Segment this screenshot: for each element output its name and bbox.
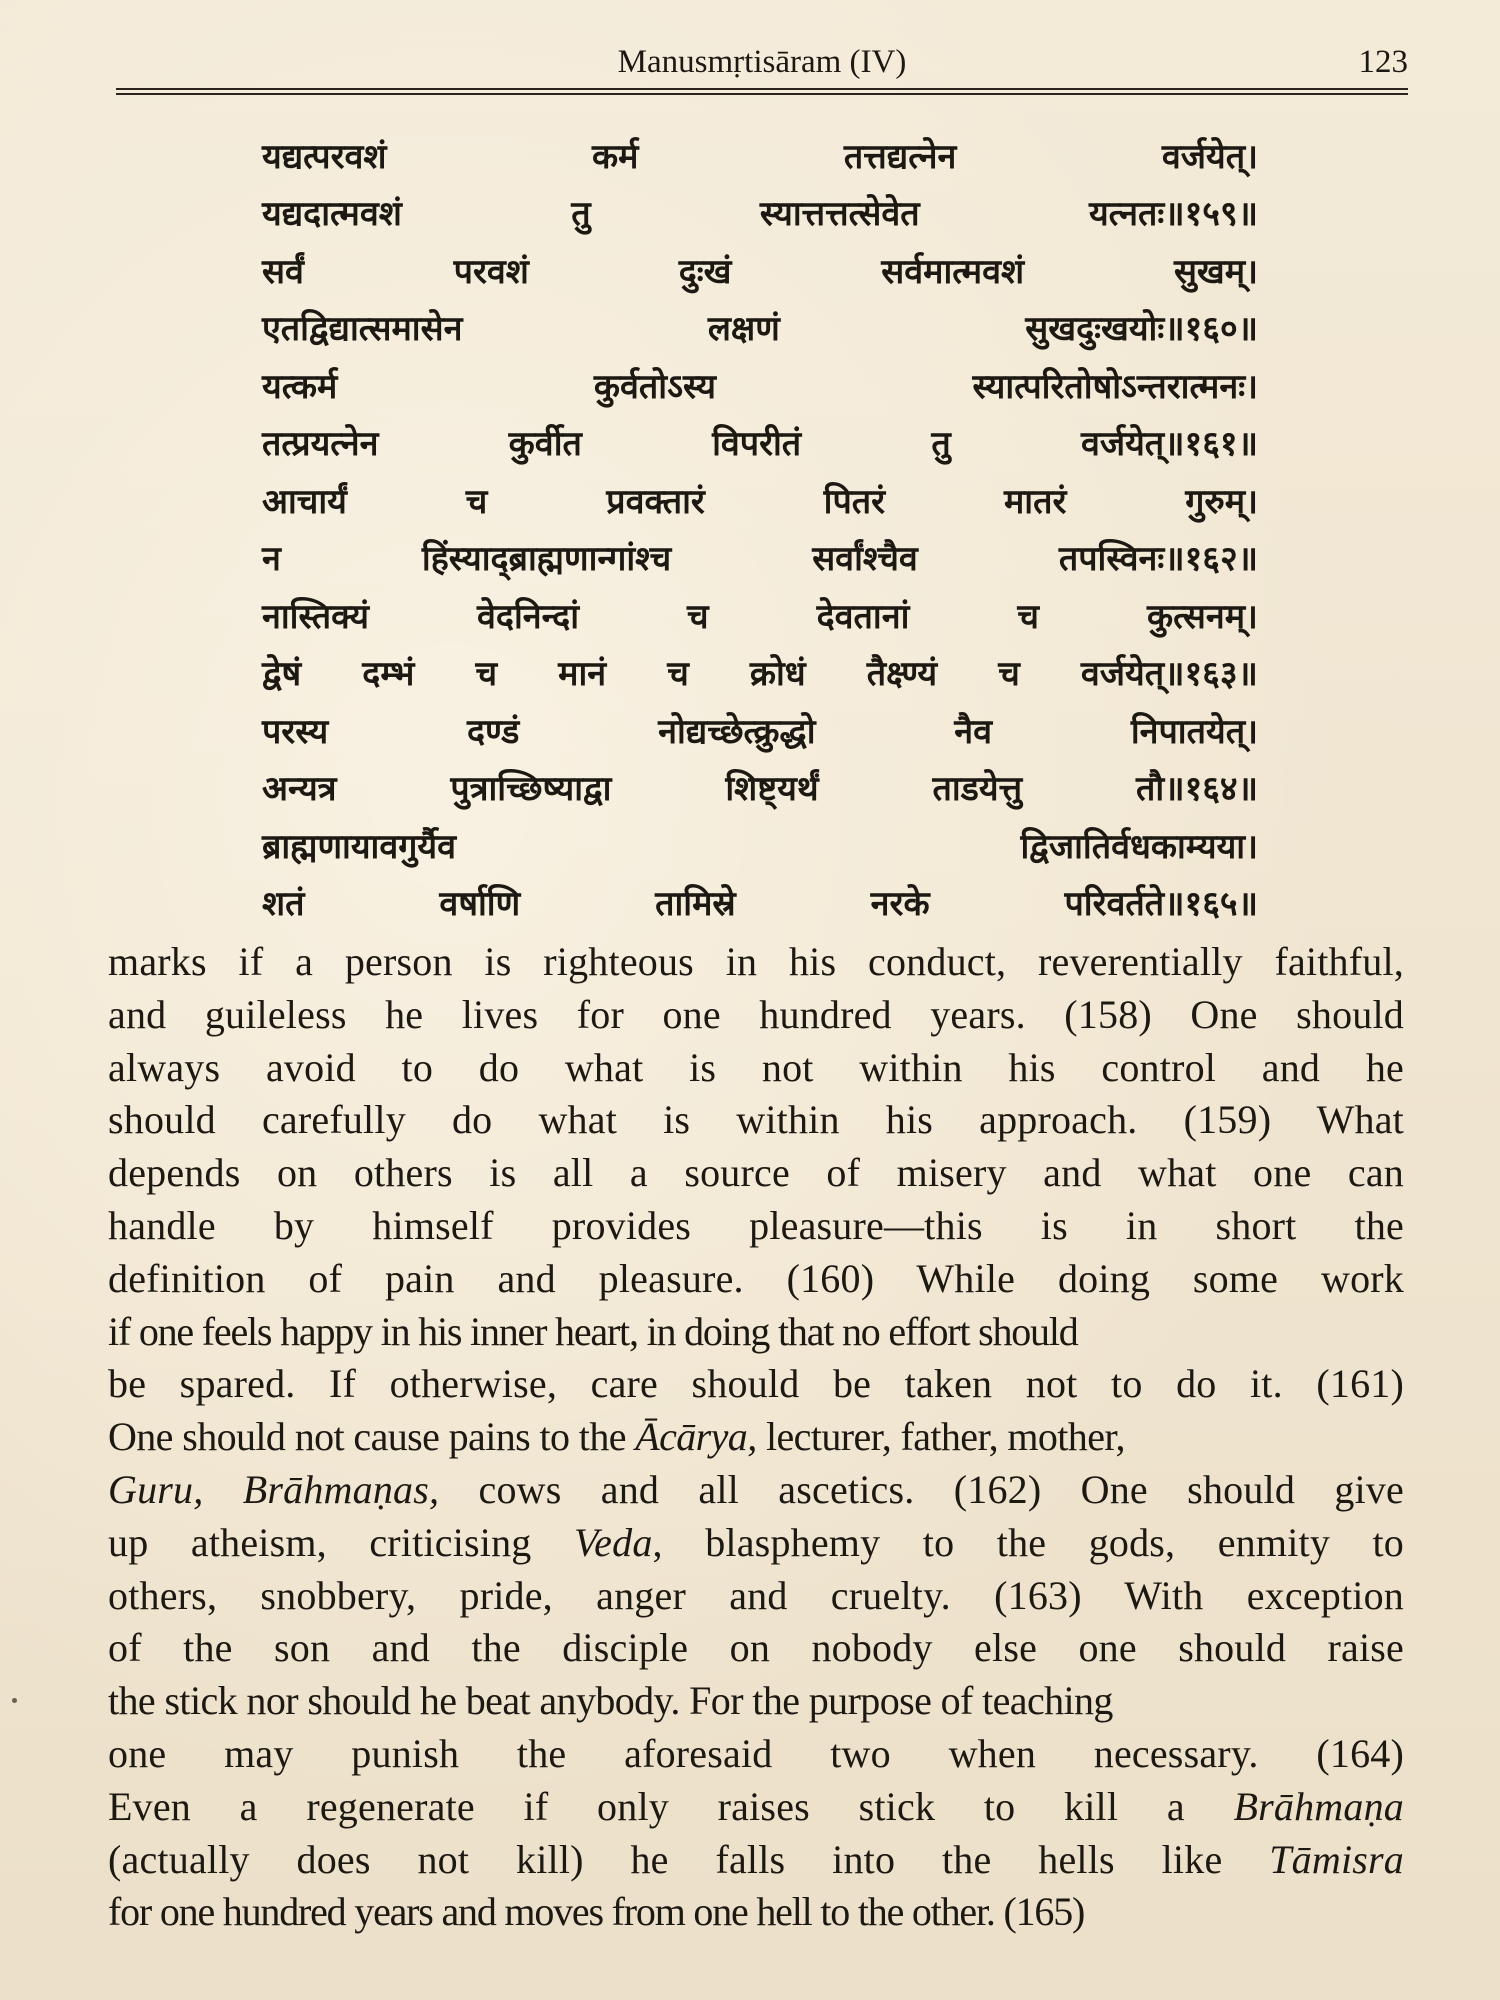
translation-text: One should not cause pains to the — [108, 1414, 636, 1460]
verse-word: आचार्यं — [262, 481, 347, 522]
verse-word: दम्भं — [362, 654, 415, 695]
translation-text: always avoid to do what is not within his control and he — [108, 1044, 1404, 1090]
verse-word: दुःखं — [678, 251, 732, 292]
translation-line — [108, 1147, 1404, 1200]
verse-word: नोद्यच्छेत्क्रुद्धो — [658, 711, 816, 752]
translation-text: Even a regenerate if only raises stick to kill a — [108, 1783, 1234, 1829]
verse-word: हिंस्याद्ब्राह्मणान्गांश्च — [421, 539, 672, 580]
translation-italic: Ācārya, — [635, 1414, 757, 1460]
verse-word: पुत्राच्छिष्याद्वा — [450, 769, 612, 810]
verse-word: कुत्सनम्। — [1147, 596, 1258, 637]
verse-word: तैक्ष्ण्यं — [866, 654, 938, 695]
translation-line — [108, 1200, 1404, 1253]
verse-word: प्रवक्तारं — [606, 481, 705, 522]
verse-word: न — [262, 539, 281, 580]
verse-word: च — [667, 654, 689, 695]
translation-text: (actually does not kill) he falls into the hells like — [108, 1836, 1270, 1882]
translation-line — [108, 1675, 1404, 1728]
verse-line — [262, 471, 1258, 529]
translation-text: depends on others is all a source of misery and what one can — [108, 1150, 1404, 1196]
verse-line — [262, 241, 1258, 299]
margin-speck — [12, 1698, 17, 1703]
running-title: Manusmṛtisāram (IV) — [617, 44, 907, 80]
verse-word: गुरुम्। — [1185, 481, 1258, 522]
verse-word: शिष्ट्यर्थं — [725, 769, 819, 810]
translation-line — [108, 1570, 1404, 1623]
translation-text: for one hundred years and moves from one hell to the other. (165) — [108, 1889, 1085, 1935]
verse-word: कुर्वीत — [508, 424, 582, 465]
translation-line — [108, 1728, 1404, 1781]
verse-word: स्यात्परितोषोऽन्तरात्मनः। — [972, 366, 1258, 407]
verse-word: शतं — [262, 884, 305, 925]
sanskrit-verses — [262, 126, 1258, 931]
translation-line — [108, 1306, 1404, 1359]
header-double-rule — [116, 88, 1408, 95]
verse-word: तामिस्रे — [655, 884, 736, 925]
verse-word: नैव — [954, 711, 993, 752]
verse-word: मातरं — [1003, 481, 1067, 522]
verse-line — [262, 414, 1258, 472]
verse-word: निपातयेत्। — [1130, 711, 1258, 752]
verse-word: च — [998, 654, 1020, 695]
verse-word: देवतानां — [816, 596, 910, 637]
translation-text: lecturer, father, mother, — [756, 1414, 1125, 1460]
translation-text: of the son and the disciple on nobody else one should raise — [108, 1625, 1404, 1671]
verse-word: तपस्विनः॥१६२॥ — [1058, 539, 1258, 580]
translation-line — [108, 1781, 1404, 1834]
verse-line — [262, 529, 1258, 587]
translation-line — [108, 1517, 1404, 1570]
verse-word: च — [475, 654, 498, 695]
verse-word: तु — [571, 194, 591, 235]
verse-line — [262, 184, 1258, 242]
verse-word: वेदनिन्दां — [477, 596, 579, 637]
verse-word: एतद्विद्यात्समासेन — [262, 309, 463, 350]
verse-word: पितरं — [823, 481, 886, 522]
translation-text: one may punish the aforesaid two when necessary. (164) — [108, 1730, 1404, 1776]
translation-line — [108, 1358, 1404, 1411]
translation-italic: Tāmisra — [1269, 1836, 1404, 1882]
verse-line — [262, 126, 1258, 184]
verse-word: लक्षणं — [707, 309, 780, 350]
verse-word: यत्कर्म — [262, 366, 338, 407]
verse-line — [262, 874, 1258, 932]
translation-line — [108, 1886, 1404, 1939]
translation-line — [108, 1253, 1404, 1306]
verse-line — [262, 644, 1258, 702]
verse-word: स्यात्तत्तत्सेवेत — [759, 194, 920, 235]
verse-word: परिवर्तते॥१६५॥ — [1064, 884, 1258, 925]
verse-word: अन्यत्र — [262, 769, 337, 810]
verse-word: यद्यत्परवशं — [262, 136, 387, 177]
translation-text: handle by himself provides pleasure—this is in short the — [108, 1202, 1404, 1248]
verse-word: वर्जयेत्॥१६३॥ — [1080, 654, 1258, 695]
verse-word: क्रोधं — [749, 654, 806, 695]
verse-word: सुखम्। — [1173, 251, 1258, 292]
verse-word: द्वेषं — [262, 654, 302, 695]
translation-text: others, snobbery, pride, anger and cruelty. (163) With exception — [108, 1572, 1404, 1618]
translation-line — [108, 1464, 1404, 1517]
translation-text: , blasphemy to the gods, enmity to — [652, 1519, 1404, 1565]
translation-text: and guileless he lives for one hundred years. (158) One should — [108, 991, 1404, 1037]
verse-line — [262, 816, 1258, 874]
verse-word: तौ॥१६४॥ — [1136, 769, 1258, 810]
verse-word: ताडयेत्तु — [932, 769, 1023, 810]
verse-word: वर्जयेत्॥१६१॥ — [1080, 424, 1258, 465]
translation-line — [108, 989, 1404, 1042]
verse-word: द्विजातिर्वधकाम्यया। — [1020, 826, 1258, 867]
verse-word: कर्म — [592, 136, 639, 177]
running-head — [116, 38, 1408, 86]
translation-text: definition of pain and pleasure. (160) While doing some work — [108, 1255, 1404, 1301]
translation-text: if one feels happy in his inner heart, in doing that no effort should — [108, 1308, 1078, 1354]
verse-word: नरके — [870, 884, 930, 925]
verse-word: च — [1017, 596, 1040, 637]
verse-line — [262, 586, 1258, 644]
translation-text: marks if a person is righteous in his conduct, reverentially faithful, — [108, 939, 1404, 984]
verse-word: यद्यदात्मवशं — [262, 194, 402, 235]
page-number: 123 — [1358, 44, 1408, 80]
verse-word: परस्य — [262, 711, 329, 752]
verse-word: तु — [931, 424, 951, 465]
translation-line — [108, 1834, 1404, 1887]
translation-text: should carefully do what is within his approach. (159) What — [108, 1097, 1404, 1143]
translation-italic: Guru, Brāhmaṇas, — [108, 1466, 440, 1512]
verse-line — [262, 356, 1258, 414]
verse-word: परवशं — [453, 251, 529, 292]
verse-word: च — [465, 481, 488, 522]
verse-word: सर्वांश्चैव — [812, 539, 918, 580]
translation-italic: Veda — [573, 1519, 653, 1565]
verse-word: तत्तद्यत्नेन — [843, 136, 957, 177]
translation-line — [108, 1094, 1404, 1147]
verse-word: विपरीतं — [712, 424, 802, 465]
translation-line — [108, 1622, 1404, 1675]
verse-word: यत्नतः॥१५९॥ — [1088, 194, 1258, 235]
verse-word: सर्वमात्मवशं — [881, 251, 1025, 292]
translation-line — [108, 1042, 1404, 1095]
verse-word: नास्तिक्यं — [262, 596, 369, 637]
translation-text: be spared. If otherwise, care should be taken not to do it. (161) — [108, 1361, 1404, 1407]
verse-word: वर्जयेत्। — [1161, 136, 1258, 177]
translation-line — [108, 936, 1404, 989]
translation-line — [108, 1411, 1404, 1464]
verse-word: वर्षाणि — [439, 884, 521, 925]
verse-line — [262, 701, 1258, 759]
verse-word: तत्प्रयत्नेन — [262, 424, 379, 465]
translation-italic: Brāhmaṇa — [1233, 1783, 1404, 1829]
verse-word: च — [687, 596, 709, 637]
translation-text: cows and all ascetics. (162) One should give — [439, 1466, 1405, 1512]
verse-word: ब्राह्मणायावगुर्यैव — [262, 826, 457, 867]
verse-word: सुखदुःखयोः॥१६०॥ — [1025, 309, 1258, 350]
english-translation — [108, 936, 1404, 1939]
verse-word: सर्वं — [262, 251, 304, 292]
verse-line — [262, 759, 1258, 817]
translation-text: up atheism, criticising — [108, 1519, 574, 1565]
translation-text: the stick nor should he beat anybody. For the purpose of teaching — [108, 1678, 1113, 1724]
verse-word: दण्डं — [466, 711, 520, 752]
verse-line — [262, 299, 1258, 357]
verse-word: मानं — [558, 654, 607, 695]
verse-word: कुर्वतोऽस्य — [593, 366, 716, 407]
